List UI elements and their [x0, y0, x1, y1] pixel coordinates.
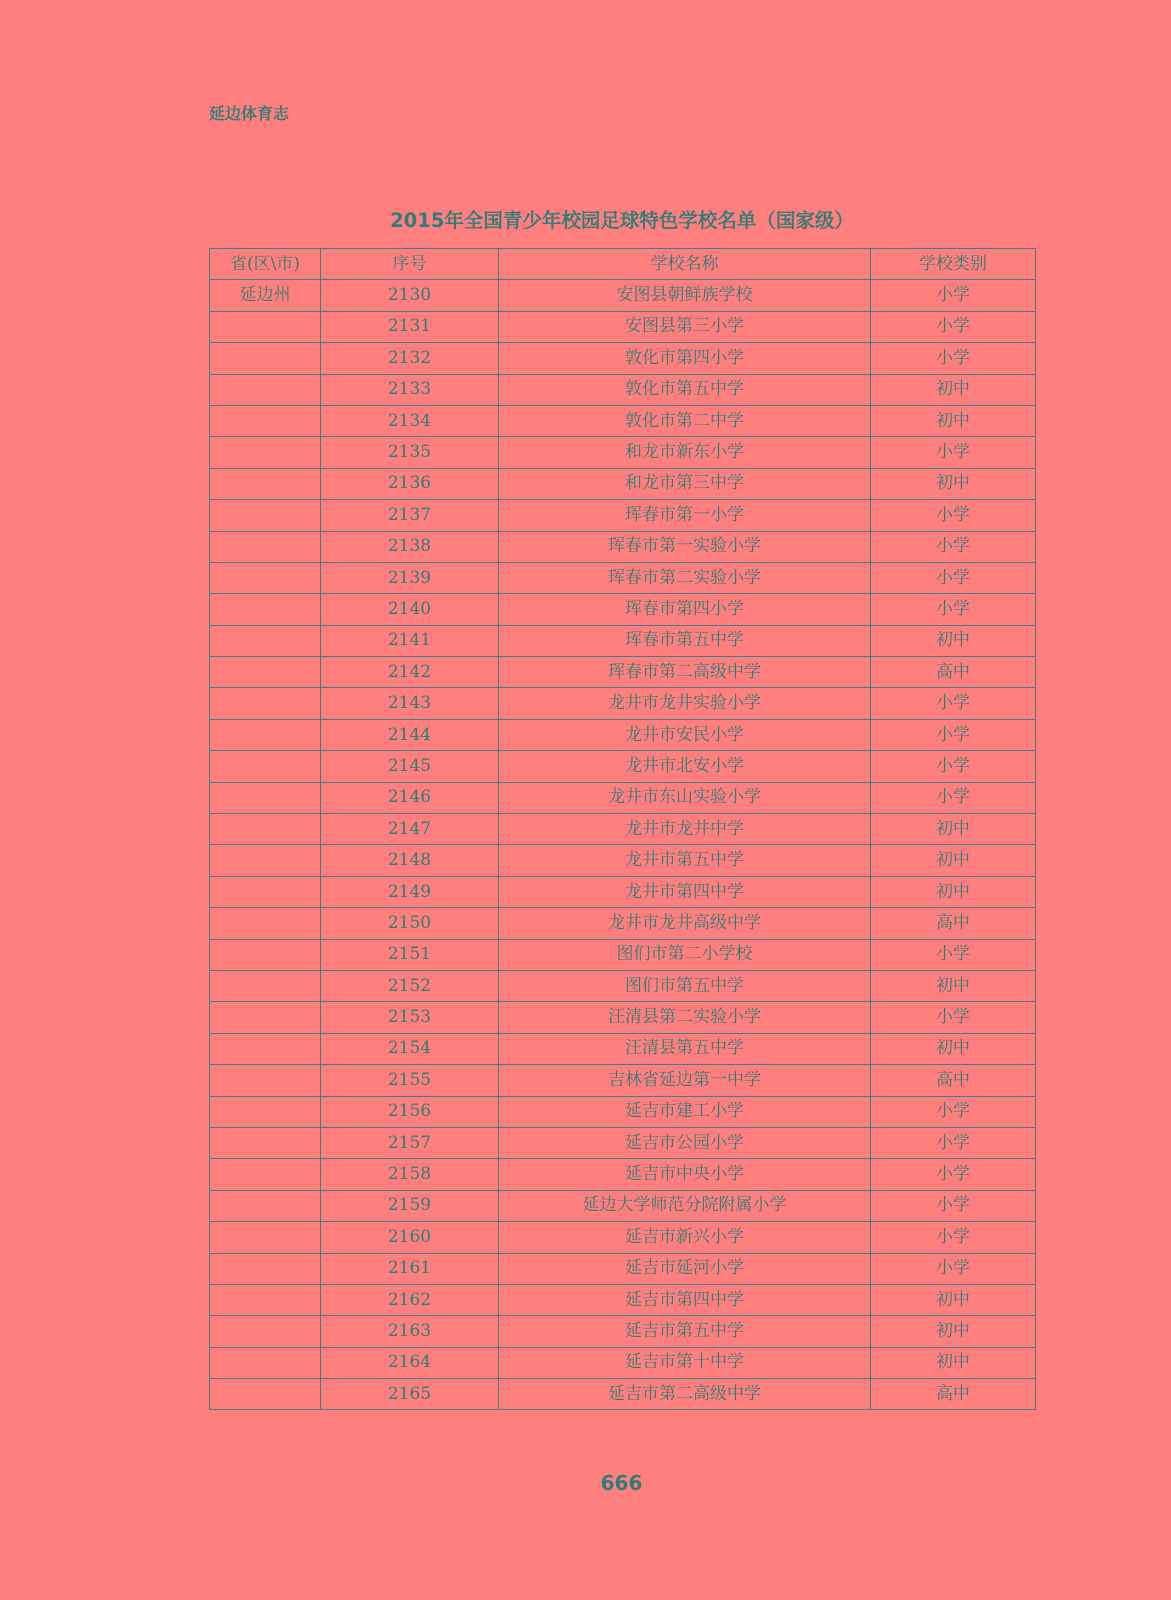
cell-region: [210, 657, 321, 688]
table-title: 2015年全国青少年校园足球特色学校名单（国家级）: [390, 209, 854, 232]
cell-region: 延边州: [210, 280, 321, 311]
cell-region: [210, 1347, 321, 1378]
cell-serial: 2138: [321, 531, 499, 562]
cell-category: 小学: [871, 1222, 1036, 1253]
cell-school-name: 珲春市第二高级中学: [499, 657, 871, 688]
cell-region: [210, 688, 321, 719]
cell-category: 小学: [871, 437, 1036, 468]
column-header-category: 学校类别: [871, 249, 1036, 280]
cell-school-name: 龙井市安民小学: [499, 719, 871, 750]
cell-category: 小学: [871, 531, 1036, 562]
cell-school-name: 延边大学师范分院附属小学: [499, 1190, 871, 1221]
running-head: 延边体育志: [209, 104, 290, 123]
cell-serial: 2149: [321, 876, 499, 907]
cell-region: [210, 1002, 321, 1033]
cell-school-name: 和龙市新东小学: [499, 437, 871, 468]
table-header-row: [210, 249, 1036, 280]
cell-school-name: 珲春市第一小学: [499, 500, 871, 531]
cell-region: [210, 782, 321, 813]
cell-serial: 2163: [321, 1316, 499, 1347]
table-row: [210, 594, 1036, 625]
table-row: [210, 751, 1036, 782]
cell-category: 高中: [871, 908, 1036, 939]
cell-serial: 2156: [321, 1096, 499, 1127]
cell-serial: 2164: [321, 1347, 499, 1378]
cell-region: [210, 405, 321, 436]
cell-region: [210, 311, 321, 342]
cell-region: [210, 970, 321, 1001]
table-row: [210, 405, 1036, 436]
cell-region: [210, 1284, 321, 1315]
table-row: [210, 688, 1036, 719]
cell-category: 初中: [871, 468, 1036, 499]
cell-serial: 2146: [321, 782, 499, 813]
table-row: [210, 1190, 1036, 1221]
cell-school-name: 汪清县第二实验小学: [499, 1002, 871, 1033]
cell-region: [210, 531, 321, 562]
cell-category: 小学: [871, 280, 1036, 311]
cell-region: [210, 1379, 321, 1410]
table-row: [210, 562, 1036, 593]
cell-region: [210, 562, 321, 593]
cell-category: 小学: [871, 343, 1036, 374]
cell-serial: 2152: [321, 970, 499, 1001]
cell-serial: 2160: [321, 1222, 499, 1253]
cell-category: 初中: [871, 970, 1036, 1001]
cell-region: [210, 1127, 321, 1158]
cell-category: 小学: [871, 1253, 1036, 1284]
cell-school-name: 和龙市第三中学: [499, 468, 871, 499]
cell-serial: 2148: [321, 845, 499, 876]
cell-region: [210, 1222, 321, 1253]
cell-serial: 2143: [321, 688, 499, 719]
column-header-serial: 序号: [321, 249, 499, 280]
table-row: [210, 280, 1036, 311]
cell-serial: 2153: [321, 1002, 499, 1033]
cell-school-name: 龙井市第四中学: [499, 876, 871, 907]
cell-category: 初中: [871, 1284, 1036, 1315]
cell-category: 初中: [871, 876, 1036, 907]
table-row: [210, 719, 1036, 750]
cell-category: 小学: [871, 500, 1036, 531]
cell-category: 小学: [871, 594, 1036, 625]
cell-serial: 2142: [321, 657, 499, 688]
table-row: [210, 1222, 1036, 1253]
column-header-region: 省(区\市): [210, 249, 321, 280]
table-row: [210, 500, 1036, 531]
table-row: [210, 374, 1036, 405]
table-row: [210, 468, 1036, 499]
table-row: [210, 531, 1036, 562]
table-row: [210, 657, 1036, 688]
table-row: [210, 970, 1036, 1001]
cell-serial: 2165: [321, 1379, 499, 1410]
cell-school-name: 延吉市第五中学: [499, 1316, 871, 1347]
cell-school-name: 珲春市第四小学: [499, 594, 871, 625]
cell-school-name: 延吉市新兴小学: [499, 1222, 871, 1253]
cell-region: [210, 1033, 321, 1064]
column-header-school-name: 学校名称: [499, 249, 871, 280]
cell-serial: 2133: [321, 374, 499, 405]
table-row: [210, 1159, 1036, 1190]
cell-region: [210, 1065, 321, 1096]
cell-serial: 2159: [321, 1190, 499, 1221]
cell-school-name: 珲春市第五中学: [499, 625, 871, 656]
cell-school-name: 敦化市第二中学: [499, 405, 871, 436]
table-row: [210, 1033, 1036, 1064]
table-row: [210, 1002, 1036, 1033]
cell-school-name: 吉林省延边第一中学: [499, 1065, 871, 1096]
cell-serial: 2137: [321, 500, 499, 531]
cell-category: 小学: [871, 939, 1036, 970]
cell-school-name: 图们市第五中学: [499, 970, 871, 1001]
cell-region: [210, 468, 321, 499]
cell-serial: 2134: [321, 405, 499, 436]
table-row: [210, 1284, 1036, 1315]
cell-category: 小学: [871, 782, 1036, 813]
cell-serial: 2155: [321, 1065, 499, 1096]
cell-category: 小学: [871, 1127, 1036, 1158]
cell-school-name: 敦化市第五中学: [499, 374, 871, 405]
cell-category: 小学: [871, 719, 1036, 750]
cell-category: 高中: [871, 1065, 1036, 1096]
cell-school-name: 安图县第三小学: [499, 311, 871, 342]
cell-category: 初中: [871, 1347, 1036, 1378]
cell-region: [210, 343, 321, 374]
cell-category: 小学: [871, 562, 1036, 593]
table-row: [210, 845, 1036, 876]
cell-region: [210, 908, 321, 939]
cell-region: [210, 814, 321, 845]
cell-school-name: 汪清县第五中学: [499, 1033, 871, 1064]
cell-region: [210, 594, 321, 625]
cell-category: 初中: [871, 1316, 1036, 1347]
table-row: [210, 814, 1036, 845]
table-row: [210, 908, 1036, 939]
cell-school-name: 敦化市第四小学: [499, 343, 871, 374]
cell-school-name: 龙井市龙井高级中学: [499, 908, 871, 939]
cell-serial: 2151: [321, 939, 499, 970]
cell-serial: 2141: [321, 625, 499, 656]
cell-school-name: 延吉市中央小学: [499, 1159, 871, 1190]
cell-region: [210, 939, 321, 970]
cell-school-name: 延吉市建工小学: [499, 1096, 871, 1127]
cell-region: [210, 625, 321, 656]
cell-serial: 2158: [321, 1159, 499, 1190]
cell-region: [210, 751, 321, 782]
table-row: [210, 311, 1036, 342]
cell-serial: 2144: [321, 719, 499, 750]
cell-serial: 2140: [321, 594, 499, 625]
cell-region: [210, 719, 321, 750]
cell-serial: 2132: [321, 343, 499, 374]
table-row: [210, 625, 1036, 656]
cell-category: 小学: [871, 1159, 1036, 1190]
cell-region: [210, 1159, 321, 1190]
cell-school-name: 图们市第二小学校: [499, 939, 871, 970]
cell-region: [210, 1096, 321, 1127]
table-row: [210, 1347, 1036, 1378]
cell-school-name: 安图县朝鲜族学校: [499, 280, 871, 311]
cell-serial: 2157: [321, 1127, 499, 1158]
cell-school-name: 珲春市第一实验小学: [499, 531, 871, 562]
cell-serial: 2145: [321, 751, 499, 782]
cell-region: [210, 437, 321, 468]
table-row: [210, 1127, 1036, 1158]
cell-region: [210, 1253, 321, 1284]
cell-category: 初中: [871, 374, 1036, 405]
cell-category: 小学: [871, 751, 1036, 782]
table-row: [210, 343, 1036, 374]
page-number: 666: [600, 1471, 643, 1495]
cell-school-name: 延吉市延河小学: [499, 1253, 871, 1284]
cell-category: 高中: [871, 1379, 1036, 1410]
school-list-table: [209, 248, 1036, 1410]
cell-category: 初中: [871, 814, 1036, 845]
cell-serial: 2131: [321, 311, 499, 342]
cell-region: [210, 1190, 321, 1221]
cell-school-name: 延吉市第十中学: [499, 1347, 871, 1378]
cell-region: [210, 1316, 321, 1347]
cell-serial: 2161: [321, 1253, 499, 1284]
cell-category: 小学: [871, 1096, 1036, 1127]
cell-category: 高中: [871, 657, 1036, 688]
table-row: [210, 437, 1036, 468]
cell-serial: 2136: [321, 468, 499, 499]
cell-serial: 2154: [321, 1033, 499, 1064]
table-row: [210, 1379, 1036, 1410]
cell-category: 小学: [871, 1190, 1036, 1221]
cell-school-name: 龙井市龙井实验小学: [499, 688, 871, 719]
cell-school-name: 龙井市北安小学: [499, 751, 871, 782]
cell-serial: 2147: [321, 814, 499, 845]
table-row: [210, 782, 1036, 813]
cell-serial: 2130: [321, 280, 499, 311]
cell-serial: 2139: [321, 562, 499, 593]
table-body: [210, 280, 1036, 1410]
cell-region: [210, 500, 321, 531]
table-row: [210, 939, 1036, 970]
cell-school-name: 延吉市第四中学: [499, 1284, 871, 1315]
cell-serial: 2150: [321, 908, 499, 939]
cell-category: 小学: [871, 688, 1036, 719]
table-row: [210, 1253, 1036, 1284]
cell-region: [210, 374, 321, 405]
table-row: [210, 1316, 1036, 1347]
cell-region: [210, 845, 321, 876]
cell-school-name: 龙井市东山实验小学: [499, 782, 871, 813]
cell-serial: 2135: [321, 437, 499, 468]
cell-school-name: 珲春市第二实验小学: [499, 562, 871, 593]
cell-school-name: 龙井市第五中学: [499, 845, 871, 876]
cell-school-name: 龙井市龙井中学: [499, 814, 871, 845]
cell-category: 初中: [871, 845, 1036, 876]
cell-category: 初中: [871, 405, 1036, 436]
cell-region: [210, 876, 321, 907]
cell-category: 小学: [871, 1002, 1036, 1033]
cell-category: 初中: [871, 625, 1036, 656]
table-row: [210, 1065, 1036, 1096]
cell-serial: 2162: [321, 1284, 499, 1315]
cell-category: 初中: [871, 1033, 1036, 1064]
cell-school-name: 延吉市公园小学: [499, 1127, 871, 1158]
cell-school-name: 延吉市第二高级中学: [499, 1379, 871, 1410]
cell-category: 小学: [871, 311, 1036, 342]
table-row: [210, 1096, 1036, 1127]
table-row: [210, 876, 1036, 907]
